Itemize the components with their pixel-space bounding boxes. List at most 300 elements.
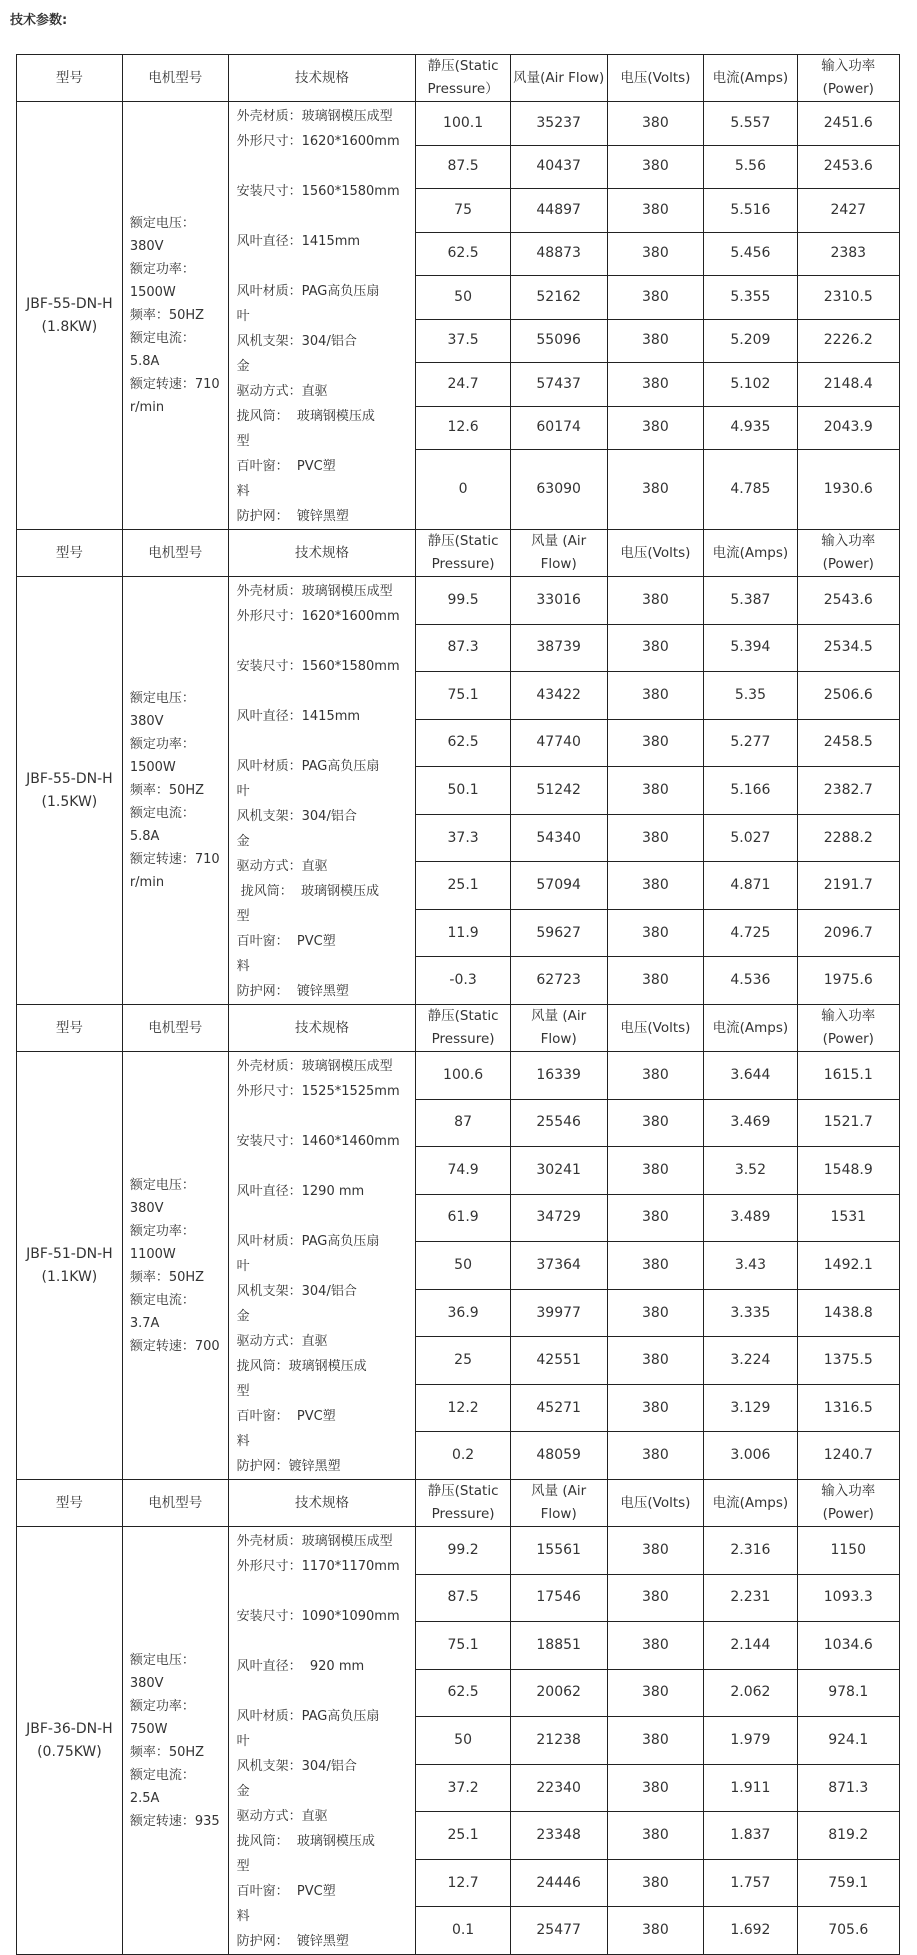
pressure-cell: 25	[416, 1337, 510, 1385]
tech-spec-cell	[228, 577, 416, 1005]
spec-line: 拢风筒： 玻璃钢模压成	[236, 409, 375, 424]
tech-spec-cell	[228, 1527, 416, 1955]
header-spec: 技术规格	[228, 1480, 416, 1527]
model-cell	[17, 102, 123, 530]
volts-cell: 380	[607, 450, 704, 530]
amps-cell: 5.166	[704, 767, 797, 815]
header-amps: 电流(Amps)	[704, 1005, 797, 1052]
pressure-cell: 50	[416, 1242, 510, 1290]
motor-spec-cell: 额定电压：380V 额定功率： 1500W 频率：50HZ 额定电流：5.8A 额定转速：710 r/min	[122, 102, 228, 530]
airflow-cell: 23348	[510, 1812, 607, 1860]
pressure-cell: 25.1	[416, 1812, 510, 1860]
model-name: JBF-55-DN-H	[26, 295, 113, 312]
spec-line: 风叶直径： 920 mm	[236, 1659, 365, 1674]
pressure-cell: 99.5	[416, 577, 510, 625]
spec-line: 风机支架：304/铝合	[236, 809, 357, 824]
pressure-cell: 62.5	[416, 232, 510, 276]
airflow-cell: 54340	[510, 814, 607, 862]
spec-line: 料	[236, 1909, 250, 1924]
model-name: (0.75KW)	[37, 1743, 102, 1760]
header-row	[17, 1480, 900, 1527]
spec-line	[237, 1579, 410, 1604]
spec-line: 型	[236, 1859, 250, 1874]
power-cell: 2427	[797, 189, 899, 233]
spec-line	[237, 254, 410, 279]
table-row	[17, 1052, 900, 1100]
pressure-cell: 0.2	[416, 1432, 510, 1480]
spec-line	[237, 1679, 410, 1704]
spec-line: 型	[236, 434, 250, 449]
spec-line	[237, 154, 410, 179]
spec-line	[237, 1104, 410, 1129]
volts-cell: 380	[607, 957, 704, 1005]
header-power: 输入功率(Power)	[797, 1480, 899, 1527]
pressure-cell: 50	[416, 1717, 510, 1765]
header-motor: 电机型号	[122, 55, 228, 102]
spec-line: 拢风筒： 玻璃钢模压成	[236, 884, 380, 899]
tech-spec-cell	[228, 1052, 416, 1480]
amps-cell: 1.979	[704, 1717, 797, 1765]
volts-cell: 380	[607, 1574, 704, 1622]
spec-line: 风叶材质：PAG高负压扇	[236, 1234, 380, 1249]
power-cell: 1034.6	[797, 1622, 899, 1670]
volts-cell: 380	[607, 232, 704, 276]
header-row	[17, 530, 900, 577]
spec-line: 金	[236, 834, 250, 849]
spec-line: 安装尺寸：1090*1090mm	[236, 1609, 400, 1624]
header-spec: 技术规格	[228, 530, 416, 577]
header-power: 输入功率(Power)	[797, 530, 899, 577]
volts-cell: 380	[607, 1099, 704, 1147]
airflow-cell: 25546	[510, 1099, 607, 1147]
spec-line: 叶	[236, 1259, 250, 1274]
airflow-cell: 34729	[510, 1194, 607, 1242]
pressure-cell: 87.5	[416, 145, 510, 189]
header-airflow: 风量 (Air Flow)	[510, 530, 607, 577]
spec-line: 外壳材质：玻璃钢模压成型	[236, 109, 393, 124]
pressure-cell: 37.3	[416, 814, 510, 862]
header-motor: 电机型号	[122, 530, 228, 577]
spec-line: 风叶直径：1290 mm	[236, 1184, 365, 1199]
spec-line: 风叶材质：PAG高负压扇	[236, 1709, 380, 1724]
header-model: 型号	[17, 530, 123, 577]
spec-line: 百叶窗： PVC塑	[236, 934, 336, 949]
volts-cell: 380	[607, 145, 704, 189]
power-cell: 2383	[797, 232, 899, 276]
amps-cell: 2.144	[704, 1622, 797, 1670]
airflow-cell: 48059	[510, 1432, 607, 1480]
power-cell: 2096.7	[797, 909, 899, 957]
model-cell	[17, 577, 123, 1005]
volts-cell: 380	[607, 363, 704, 407]
spec-line: 外壳材质：玻璃钢模压成型	[236, 1534, 393, 1549]
spec-line	[237, 679, 410, 704]
amps-cell: 3.469	[704, 1099, 797, 1147]
pressure-cell: 36.9	[416, 1289, 510, 1337]
power-cell: 1150	[797, 1527, 899, 1575]
pressure-cell: 87	[416, 1099, 510, 1147]
amps-cell: 1.837	[704, 1812, 797, 1860]
amps-cell: 3.644	[704, 1052, 797, 1100]
power-cell: 705.6	[797, 1907, 899, 1955]
volts-cell: 380	[607, 1812, 704, 1860]
model-name: (1.8KW)	[41, 318, 98, 335]
power-cell: 2451.6	[797, 102, 899, 146]
amps-cell: 3.224	[704, 1337, 797, 1385]
spec-line: 防护网： 镀锌黑塑	[236, 509, 349, 524]
spec-line: 百叶窗： PVC塑	[236, 459, 336, 474]
pressure-cell: 62.5	[416, 719, 510, 767]
spec-line: 外壳材质：玻璃钢模压成型	[236, 1059, 393, 1074]
power-cell: 1615.1	[797, 1052, 899, 1100]
pressure-cell: 11.9	[416, 909, 510, 957]
volts-cell: 380	[607, 719, 704, 767]
power-cell: 2453.6	[797, 145, 899, 189]
page-title: 技术参数:	[10, 13, 68, 28]
spec-line: 拢风筒： 玻璃钢模压成	[236, 1834, 375, 1849]
spec-line: 防护网：镀锌黑塑	[236, 1459, 341, 1474]
volts-cell: 380	[607, 1242, 704, 1290]
power-cell: 1548.9	[797, 1147, 899, 1195]
power-cell: 2534.5	[797, 624, 899, 672]
power-cell: 2288.2	[797, 814, 899, 862]
pressure-cell: 37.2	[416, 1764, 510, 1812]
amps-cell: 4.935	[704, 406, 797, 450]
airflow-cell: 33016	[510, 577, 607, 625]
power-cell: 924.1	[797, 1717, 899, 1765]
amps-cell: 5.557	[704, 102, 797, 146]
airflow-cell: 40437	[510, 145, 607, 189]
header-pressure: 静压(Static Pressure)	[416, 530, 510, 577]
volts-cell: 380	[607, 767, 704, 815]
header-pressure: 静压(Static Pressure)	[416, 1480, 510, 1527]
power-cell: 1316.5	[797, 1384, 899, 1432]
airflow-cell: 20062	[510, 1669, 607, 1717]
spec-line: 风机支架：304/铝合	[236, 1284, 357, 1299]
amps-cell: 1.757	[704, 1859, 797, 1907]
pressure-cell: 74.9	[416, 1147, 510, 1195]
amps-cell: 3.52	[704, 1147, 797, 1195]
header-amps: 电流(Amps)	[704, 530, 797, 577]
power-cell: 2043.9	[797, 406, 899, 450]
power-cell: 1975.6	[797, 957, 899, 1005]
airflow-cell: 22340	[510, 1764, 607, 1812]
header-model: 型号	[17, 1480, 123, 1527]
header-volts: 电压(Volts)	[607, 530, 704, 577]
spec-line	[237, 1204, 410, 1229]
pressure-cell: 87.3	[416, 624, 510, 672]
volts-cell: 380	[607, 1194, 704, 1242]
amps-cell: 3.006	[704, 1432, 797, 1480]
volts-cell: 380	[607, 406, 704, 450]
spec-line: 叶	[236, 784, 250, 799]
power-cell: 1521.7	[797, 1099, 899, 1147]
header-power: 输入功率(Power)	[797, 1005, 899, 1052]
spec-line: 外壳材质：玻璃钢模压成型	[236, 584, 393, 599]
model-cell	[17, 1527, 123, 1955]
spec-line: 外形尺寸：1170*1170mm	[236, 1559, 400, 1574]
spec-line	[237, 1154, 410, 1179]
amps-cell: 4.536	[704, 957, 797, 1005]
header-row	[17, 55, 900, 102]
power-cell: 759.1	[797, 1859, 899, 1907]
power-cell: 871.3	[797, 1764, 899, 1812]
volts-cell: 380	[607, 1859, 704, 1907]
power-cell: 1240.7	[797, 1432, 899, 1480]
airflow-cell: 63090	[510, 450, 607, 530]
pressure-cell: 100.1	[416, 102, 510, 146]
header-pressure: 静压(Static Pressure)	[416, 1005, 510, 1052]
header-airflow: 风量 (Air Flow)	[510, 1005, 607, 1052]
spec-line: 型	[236, 1384, 250, 1399]
spec-line: 驱动方式：直驱	[236, 384, 328, 399]
volts-cell: 380	[607, 1289, 704, 1337]
volts-cell: 380	[607, 1052, 704, 1100]
amps-cell: 5.35	[704, 672, 797, 720]
spec-line	[237, 204, 410, 229]
spec-line: 驱动方式：直驱	[236, 1334, 328, 1349]
spec-line: 百叶窗： PVC塑	[236, 1409, 336, 1424]
amps-cell: 5.456	[704, 232, 797, 276]
model-cell	[17, 1052, 123, 1480]
amps-cell: 4.871	[704, 862, 797, 910]
amps-cell: 3.43	[704, 1242, 797, 1290]
spec-line: 风叶直径：1415mm	[236, 709, 361, 724]
header-volts: 电压(Volts)	[607, 55, 704, 102]
volts-cell: 380	[607, 862, 704, 910]
volts-cell: 380	[607, 672, 704, 720]
airflow-cell: 18851	[510, 1622, 607, 1670]
volts-cell: 380	[607, 1907, 704, 1955]
pressure-cell: 50	[416, 276, 510, 320]
spec-line: 安装尺寸：1460*1460mm	[236, 1134, 400, 1149]
spec-line: 防护网： 镀锌黑塑	[236, 984, 349, 999]
motor-spec-cell: 额定电压：380V 额定功率： 750W 频率：50HZ 额定电流：2.5A 额定转速：935	[122, 1527, 228, 1955]
airflow-cell: 17546	[510, 1574, 607, 1622]
model-name: (1.1KW)	[41, 1268, 98, 1285]
spec-line: 风叶材质：PAG高负压扇	[236, 759, 380, 774]
amps-cell: 5.516	[704, 189, 797, 233]
volts-cell: 380	[607, 1669, 704, 1717]
power-cell: 2506.6	[797, 672, 899, 720]
airflow-cell: 16339	[510, 1052, 607, 1100]
motor-spec-cell: 额定电压：380V 额定功率： 1100W 频率：50HZ 额定电流：3.7A 额定转速：700	[122, 1052, 228, 1480]
airflow-cell: 39977	[510, 1289, 607, 1337]
spec-line: 料	[236, 484, 250, 499]
amps-cell: 5.027	[704, 814, 797, 862]
volts-cell: 380	[607, 102, 704, 146]
pressure-cell: 61.9	[416, 1194, 510, 1242]
airflow-cell: 43422	[510, 672, 607, 720]
airflow-cell: 30241	[510, 1147, 607, 1195]
spec-line: 金	[236, 1309, 250, 1324]
spec-table	[16, 54, 900, 1955]
model-name: (1.5KW)	[41, 793, 98, 810]
amps-cell: 3.489	[704, 1194, 797, 1242]
volts-cell: 380	[607, 319, 704, 363]
volts-cell: 380	[607, 814, 704, 862]
tech-spec-cell	[228, 102, 416, 530]
spec-line: 金	[236, 1784, 250, 1799]
airflow-cell: 38739	[510, 624, 607, 672]
pressure-cell: 12.6	[416, 406, 510, 450]
airflow-cell: 51242	[510, 767, 607, 815]
volts-cell: 380	[607, 1337, 704, 1385]
airflow-cell: 62723	[510, 957, 607, 1005]
pressure-cell: 62.5	[416, 1669, 510, 1717]
amps-cell: 2.316	[704, 1527, 797, 1575]
amps-cell: 4.725	[704, 909, 797, 957]
airflow-cell: 57437	[510, 363, 607, 407]
spec-line: 外形尺寸：1620*1600mm	[236, 134, 400, 149]
pressure-cell: 75.1	[416, 672, 510, 720]
amps-cell: 5.277	[704, 719, 797, 767]
amps-cell: 1.692	[704, 1907, 797, 1955]
header-amps: 电流(Amps)	[704, 55, 797, 102]
spec-line: 叶	[236, 1734, 250, 1749]
header-pressure: 静压(Static Pressure）	[416, 55, 510, 102]
volts-cell: 380	[607, 1717, 704, 1765]
spec-line: 型	[236, 909, 250, 924]
power-cell: 2191.7	[797, 862, 899, 910]
spec-line	[237, 729, 410, 754]
model-name: JBF-51-DN-H	[26, 1245, 113, 1262]
pressure-cell: -0.3	[416, 957, 510, 1005]
header-model: 型号	[17, 1005, 123, 1052]
spec-line: 金	[236, 359, 250, 374]
airflow-cell: 25477	[510, 1907, 607, 1955]
airflow-cell: 44897	[510, 189, 607, 233]
power-cell: 1930.6	[797, 450, 899, 530]
airflow-cell: 15561	[510, 1527, 607, 1575]
volts-cell: 380	[607, 1147, 704, 1195]
airflow-cell: 47740	[510, 719, 607, 767]
power-cell: 1093.3	[797, 1574, 899, 1622]
power-cell: 1438.8	[797, 1289, 899, 1337]
airflow-cell: 57094	[510, 862, 607, 910]
spec-line: 防护网： 镀锌黑塑	[236, 1934, 349, 1949]
airflow-cell: 52162	[510, 276, 607, 320]
airflow-cell: 48873	[510, 232, 607, 276]
spec-line: 安装尺寸：1560*1580mm	[236, 184, 400, 199]
model-name: JBF-36-DN-H	[26, 1720, 113, 1737]
power-cell: 2310.5	[797, 276, 899, 320]
amps-cell: 3.335	[704, 1289, 797, 1337]
power-cell: 978.1	[797, 1669, 899, 1717]
amps-cell: 4.785	[704, 450, 797, 530]
pressure-cell: 100.6	[416, 1052, 510, 1100]
pressure-cell: 12.2	[416, 1384, 510, 1432]
power-cell: 819.2	[797, 1812, 899, 1860]
header-amps: 电流(Amps)	[704, 1480, 797, 1527]
volts-cell: 380	[607, 909, 704, 957]
spec-line: 叶	[236, 309, 250, 324]
amps-cell: 5.56	[704, 145, 797, 189]
amps-cell: 3.129	[704, 1384, 797, 1432]
volts-cell: 380	[607, 1384, 704, 1432]
spec-line: 驱动方式：直驱	[236, 859, 328, 874]
volts-cell: 380	[607, 1527, 704, 1575]
table-row	[17, 577, 900, 625]
spec-line: 外形尺寸：1620*1600mm	[236, 609, 400, 624]
amps-cell: 5.102	[704, 363, 797, 407]
power-cell: 2543.6	[797, 577, 899, 625]
power-cell: 2226.2	[797, 319, 899, 363]
power-cell: 2458.5	[797, 719, 899, 767]
power-cell: 1492.1	[797, 1242, 899, 1290]
airflow-cell: 59627	[510, 909, 607, 957]
amps-cell: 5.355	[704, 276, 797, 320]
airflow-cell: 42551	[510, 1337, 607, 1385]
header-power: 输入功率(Power)	[797, 55, 899, 102]
amps-cell: 5.387	[704, 577, 797, 625]
spec-line: 百叶窗： PVC塑	[236, 1884, 336, 1899]
power-cell: 1531	[797, 1194, 899, 1242]
header-motor: 电机型号	[122, 1005, 228, 1052]
table-row	[17, 102, 900, 146]
pressure-cell: 50.1	[416, 767, 510, 815]
pressure-cell: 24.7	[416, 363, 510, 407]
volts-cell: 380	[607, 624, 704, 672]
spec-line: 料	[236, 1434, 250, 1449]
pressure-cell: 25.1	[416, 862, 510, 910]
header-model: 型号	[17, 55, 123, 102]
amps-cell: 5.394	[704, 624, 797, 672]
volts-cell: 380	[607, 276, 704, 320]
amps-cell: 5.209	[704, 319, 797, 363]
airflow-cell: 37364	[510, 1242, 607, 1290]
power-cell: 2148.4	[797, 363, 899, 407]
header-row	[17, 1005, 900, 1052]
airflow-cell: 21238	[510, 1717, 607, 1765]
spec-line: 安装尺寸：1560*1580mm	[236, 659, 400, 674]
header-motor: 电机型号	[122, 1480, 228, 1527]
pressure-cell: 75	[416, 189, 510, 233]
volts-cell: 380	[607, 1764, 704, 1812]
spec-line: 驱动方式：直驱	[236, 1809, 328, 1824]
table-row	[17, 1527, 900, 1575]
airflow-cell: 45271	[510, 1384, 607, 1432]
airflow-cell: 55096	[510, 319, 607, 363]
power-cell: 2382.7	[797, 767, 899, 815]
airflow-cell: 60174	[510, 406, 607, 450]
pressure-cell: 99.2	[416, 1527, 510, 1575]
airflow-cell: 35237	[510, 102, 607, 146]
pressure-cell: 87.5	[416, 1574, 510, 1622]
volts-cell: 380	[607, 1432, 704, 1480]
header-spec: 技术规格	[228, 55, 416, 102]
pressure-cell: 37.5	[416, 319, 510, 363]
volts-cell: 380	[607, 1622, 704, 1670]
spec-line: 拢风筒：玻璃钢模压成	[236, 1359, 367, 1374]
power-cell: 1375.5	[797, 1337, 899, 1385]
volts-cell: 380	[607, 577, 704, 625]
pressure-cell: 12.7	[416, 1859, 510, 1907]
header-airflow: 风量(Air Flow)	[510, 55, 607, 102]
spec-line: 外形尺寸：1525*1525mm	[236, 1084, 400, 1099]
spec-line: 风叶材质：PAG高负压扇	[236, 284, 380, 299]
pressure-cell: 0.1	[416, 1907, 510, 1955]
header-airflow: 风量 (Air Flow)	[510, 1480, 607, 1527]
volts-cell: 380	[607, 189, 704, 233]
amps-cell: 2.231	[704, 1574, 797, 1622]
pressure-cell: 0	[416, 450, 510, 530]
spec-line: 风叶直径：1415mm	[236, 234, 361, 249]
motor-spec-cell: 额定电压：380V 额定功率： 1500W 频率：50HZ 额定电流：5.8A 额定转速：710 r/min	[122, 577, 228, 1005]
header-volts: 电压(Volts)	[607, 1005, 704, 1052]
spec-line: 风机支架：304/铝合	[236, 334, 357, 349]
spec-line: 料	[236, 959, 250, 974]
